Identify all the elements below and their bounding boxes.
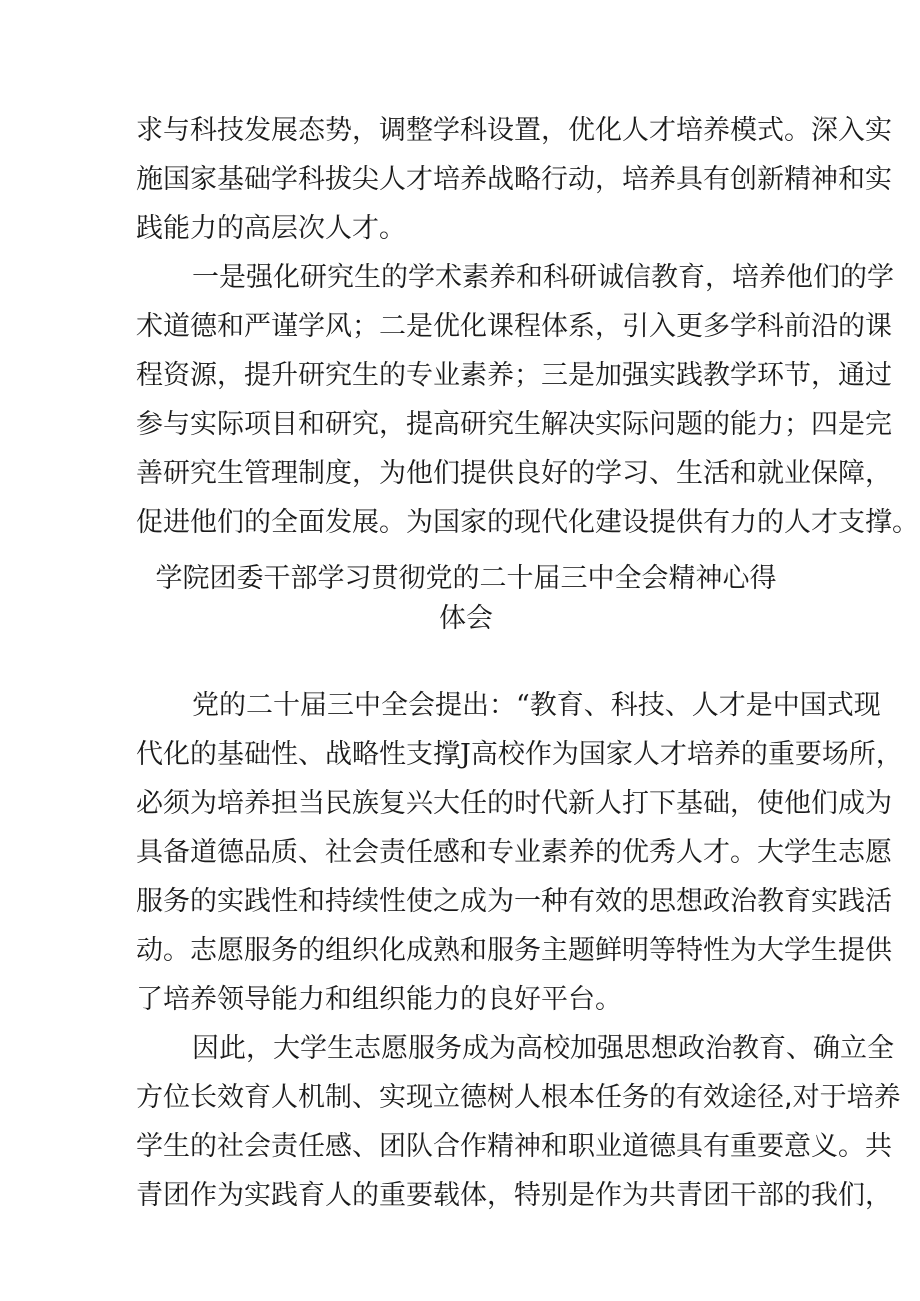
paragraph-line: 必须为培养担当民族复兴大任的时代新人打下基础，使他们成为 — [136, 788, 892, 819]
paragraph-line: 施国家基础学科拔尖人才培养战略行动，培养具有创新精神和实 — [136, 164, 892, 195]
paragraph-line: 践能力的高层次人才。 — [136, 213, 406, 244]
paragraph-line: 服务的实践性和持续性使之成为一种有效的思想政治教育实践活 — [136, 886, 892, 917]
paragraph-line: 因此，大学生志愿服务成为高校加强思想政治教育、确立全 — [192, 1033, 894, 1064]
article-title: 学院团委干部学习贯彻党的二十届三中全会精神心得 — [155, 563, 777, 594]
paragraph-line: 党的二十届三中全会提出：“教育、科技、人才是中国式现 — [192, 690, 881, 721]
paragraph-line: 求与科技发展态势，调整学科设置，优化人才培养模式。深入实 — [136, 115, 892, 146]
paragraph-line: 一是强化研究生的学术素养和科研诚信教育，培养他们的学 — [192, 262, 894, 293]
paragraph-line: 代化的基础性、战略性支撑J高校作为国家人才培养的重要场所， — [136, 739, 903, 770]
paragraph-line: 学生的社会责任感、团队合作精神和职业道德具有重要意义。共 — [136, 1131, 892, 1162]
paragraph-line: 参与实际项目和研究，提高研究生解决实际问题的能力；四是完 — [136, 409, 892, 440]
paragraph-line: 青团作为实践育人的重要载体，特别是作为共青团干部的我们， — [136, 1180, 892, 1211]
paragraph-line: 促进他们的全面发展。为国家的现代化建设提供有力的人才支撑。 — [136, 507, 919, 538]
paragraph-line: 了培养领导能力和组织能力的良好平台。 — [136, 984, 622, 1015]
paragraph-line: 术道德和严谨学风；二是优化课程体系，引入更多学科前沿的课 — [136, 311, 892, 342]
article-title-continued: 体会 — [439, 603, 493, 634]
paragraph-line: 程资源，提升研究生的专业素养；三是加强实践教学环节，通过 — [136, 360, 892, 391]
paragraph-line: 善研究生管理制度，为他们提供良好的学习、生活和就业保障， — [136, 458, 892, 489]
paragraph-line: 具备道德品质、社会责任感和专业素养的优秀人才。大学生志愿 — [136, 837, 892, 868]
paragraph-line: 方位长效育人机制、实现立德树人根本任务的有效途径,对于培养 — [136, 1082, 901, 1113]
paragraph-line: 动。志愿服务的组织化成熟和服务主题鲜明等特性为大学生提供 — [136, 935, 892, 966]
